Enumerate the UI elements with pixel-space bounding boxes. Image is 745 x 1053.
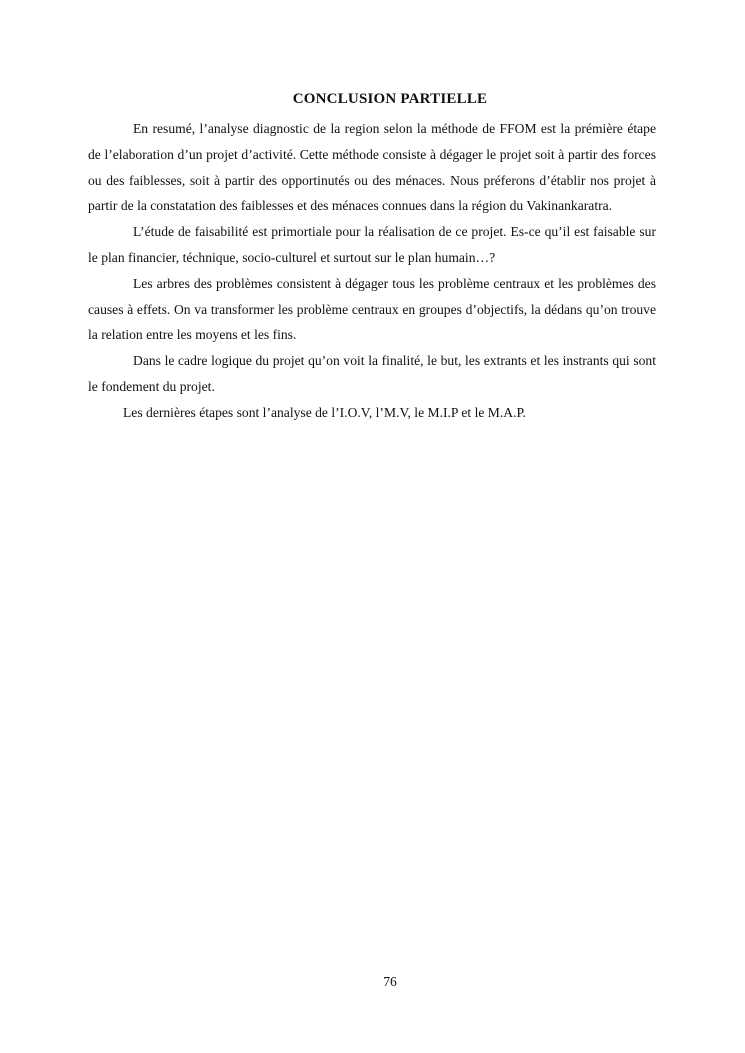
paragraph-feasibility: L’étude de faisabilité est primortiale pour la réalisation de ce projet. Es-ce qu’il est faisable sur le plan financier, téchnique, socio-culturel et surtout sur le plan humain…? bbox=[88, 224, 656, 265]
paragraph-logical-framework: Dans le cadre logique du projet qu’on voit la finalité, le but, les extrants et les instrants qui sont le fondement du projet. bbox=[88, 353, 656, 394]
section-title: CONCLUSION PARTIELLE bbox=[292, 91, 488, 107]
paragraph-problem-trees: Les arbres des problèmes consistent à dégager tous les problème centraux et les problèmes des causes à effets. On va transformer les problème centraux en groupes d’objectifs, la dédans qu’on trouve la relation entre les moyens et les fins. bbox=[88, 275, 656, 343]
paragraph-ffom-summary: En resumé, l’analyse diagnostic de la region selon la méthode de FFOM est la prémière étape de l’elaboration d’un projet d’activité. Cette méthode consiste à dégager le projet soit à partir des forces ou des faiblesses, soit à partir des opportinutés ou des ménaces. Nous préferons d’établir nos projet à partir de la constatation des faiblesses et des ménaces connues dans la région du Vakinankaratra. bbox=[88, 121, 656, 214]
body-text bbox=[88, 116, 656, 426]
page-number: 76 bbox=[383, 974, 397, 989]
paragraph-final-steps: Les dernières étapes sont l’analyse de l’I.O.V, l’M.V, le M.I.P et le M.A.P. bbox=[123, 404, 526, 420]
